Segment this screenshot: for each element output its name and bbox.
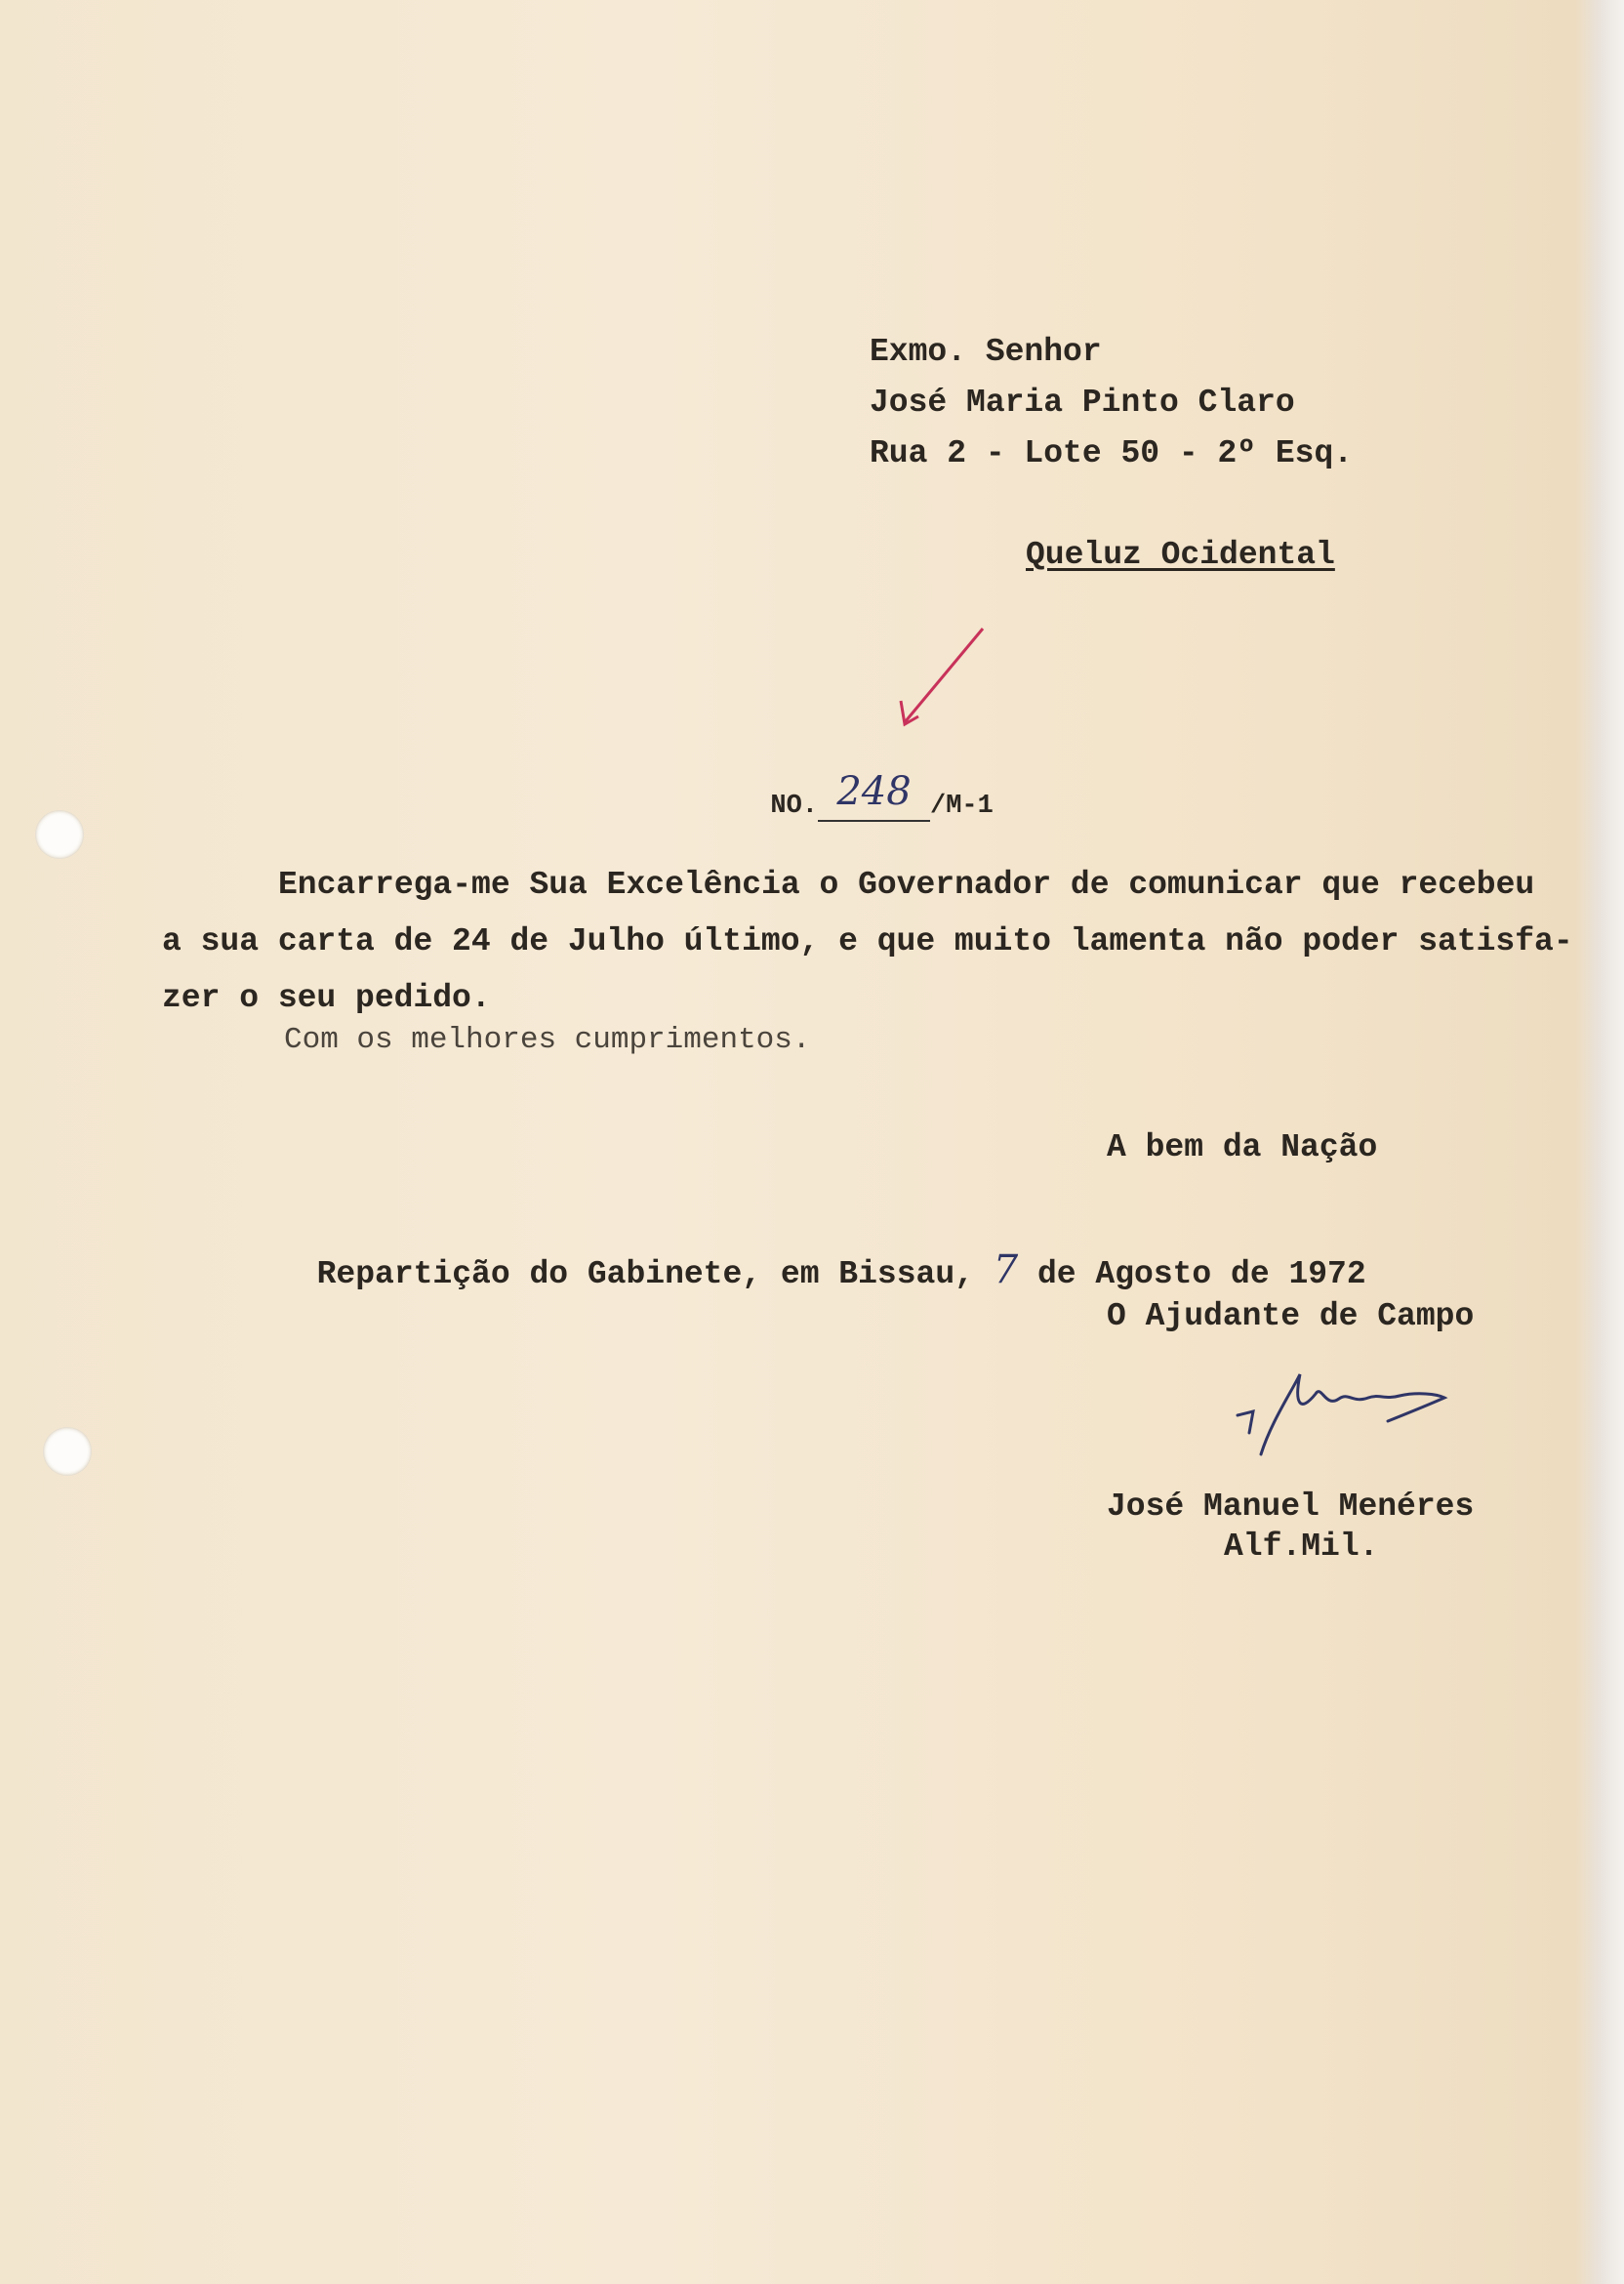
reference-number: [739, 754, 994, 822]
closing-line: Com os melhores cumprimentos.: [284, 1023, 811, 1057]
signatory-title: O Ajudante de Campo: [1107, 1298, 1475, 1334]
body-line-3: zer o seu pedido.: [162, 980, 491, 1016]
recipient-salutation: Exmo. Senhor: [870, 334, 1102, 370]
body-line-2: a sua carta de 24 de Julho último, e que muito lamenta não poder satisfa-: [162, 923, 1573, 959]
punch-hole: [43, 1427, 92, 1476]
reference-suffix: /M-1: [930, 792, 994, 821]
motto: A bem da Nação: [1107, 1129, 1378, 1165]
signatory-name: José Manuel Menéres: [1107, 1489, 1475, 1525]
reference-handwritten-number: 248: [836, 769, 912, 814]
check-mark-icon: [893, 625, 986, 732]
punch-hole: [35, 810, 84, 859]
recipient-name: José Maria Pinto Claro: [870, 385, 1295, 421]
place-date-prefix: Repartição do Gabinete, em Bissau,: [316, 1256, 974, 1292]
place-date-day: 7: [993, 1247, 1019, 1292]
recipient-address: Rua 2 - Lote 50 - 2º Esq.: [870, 435, 1354, 471]
place-date-suffix: de Agosto de 1972: [1037, 1256, 1366, 1292]
signature: [1232, 1365, 1451, 1462]
signatory-rank: Alf.Mil.: [1224, 1529, 1379, 1565]
body-line-1: Encarrega-me Sua Excelência o Governador de comunicar que recebeu: [278, 867, 1535, 903]
reference-prefix: NO.: [770, 792, 819, 821]
recipient-city: Queluz Ocidental: [1026, 537, 1335, 573]
place-date: [278, 1218, 1366, 1290]
